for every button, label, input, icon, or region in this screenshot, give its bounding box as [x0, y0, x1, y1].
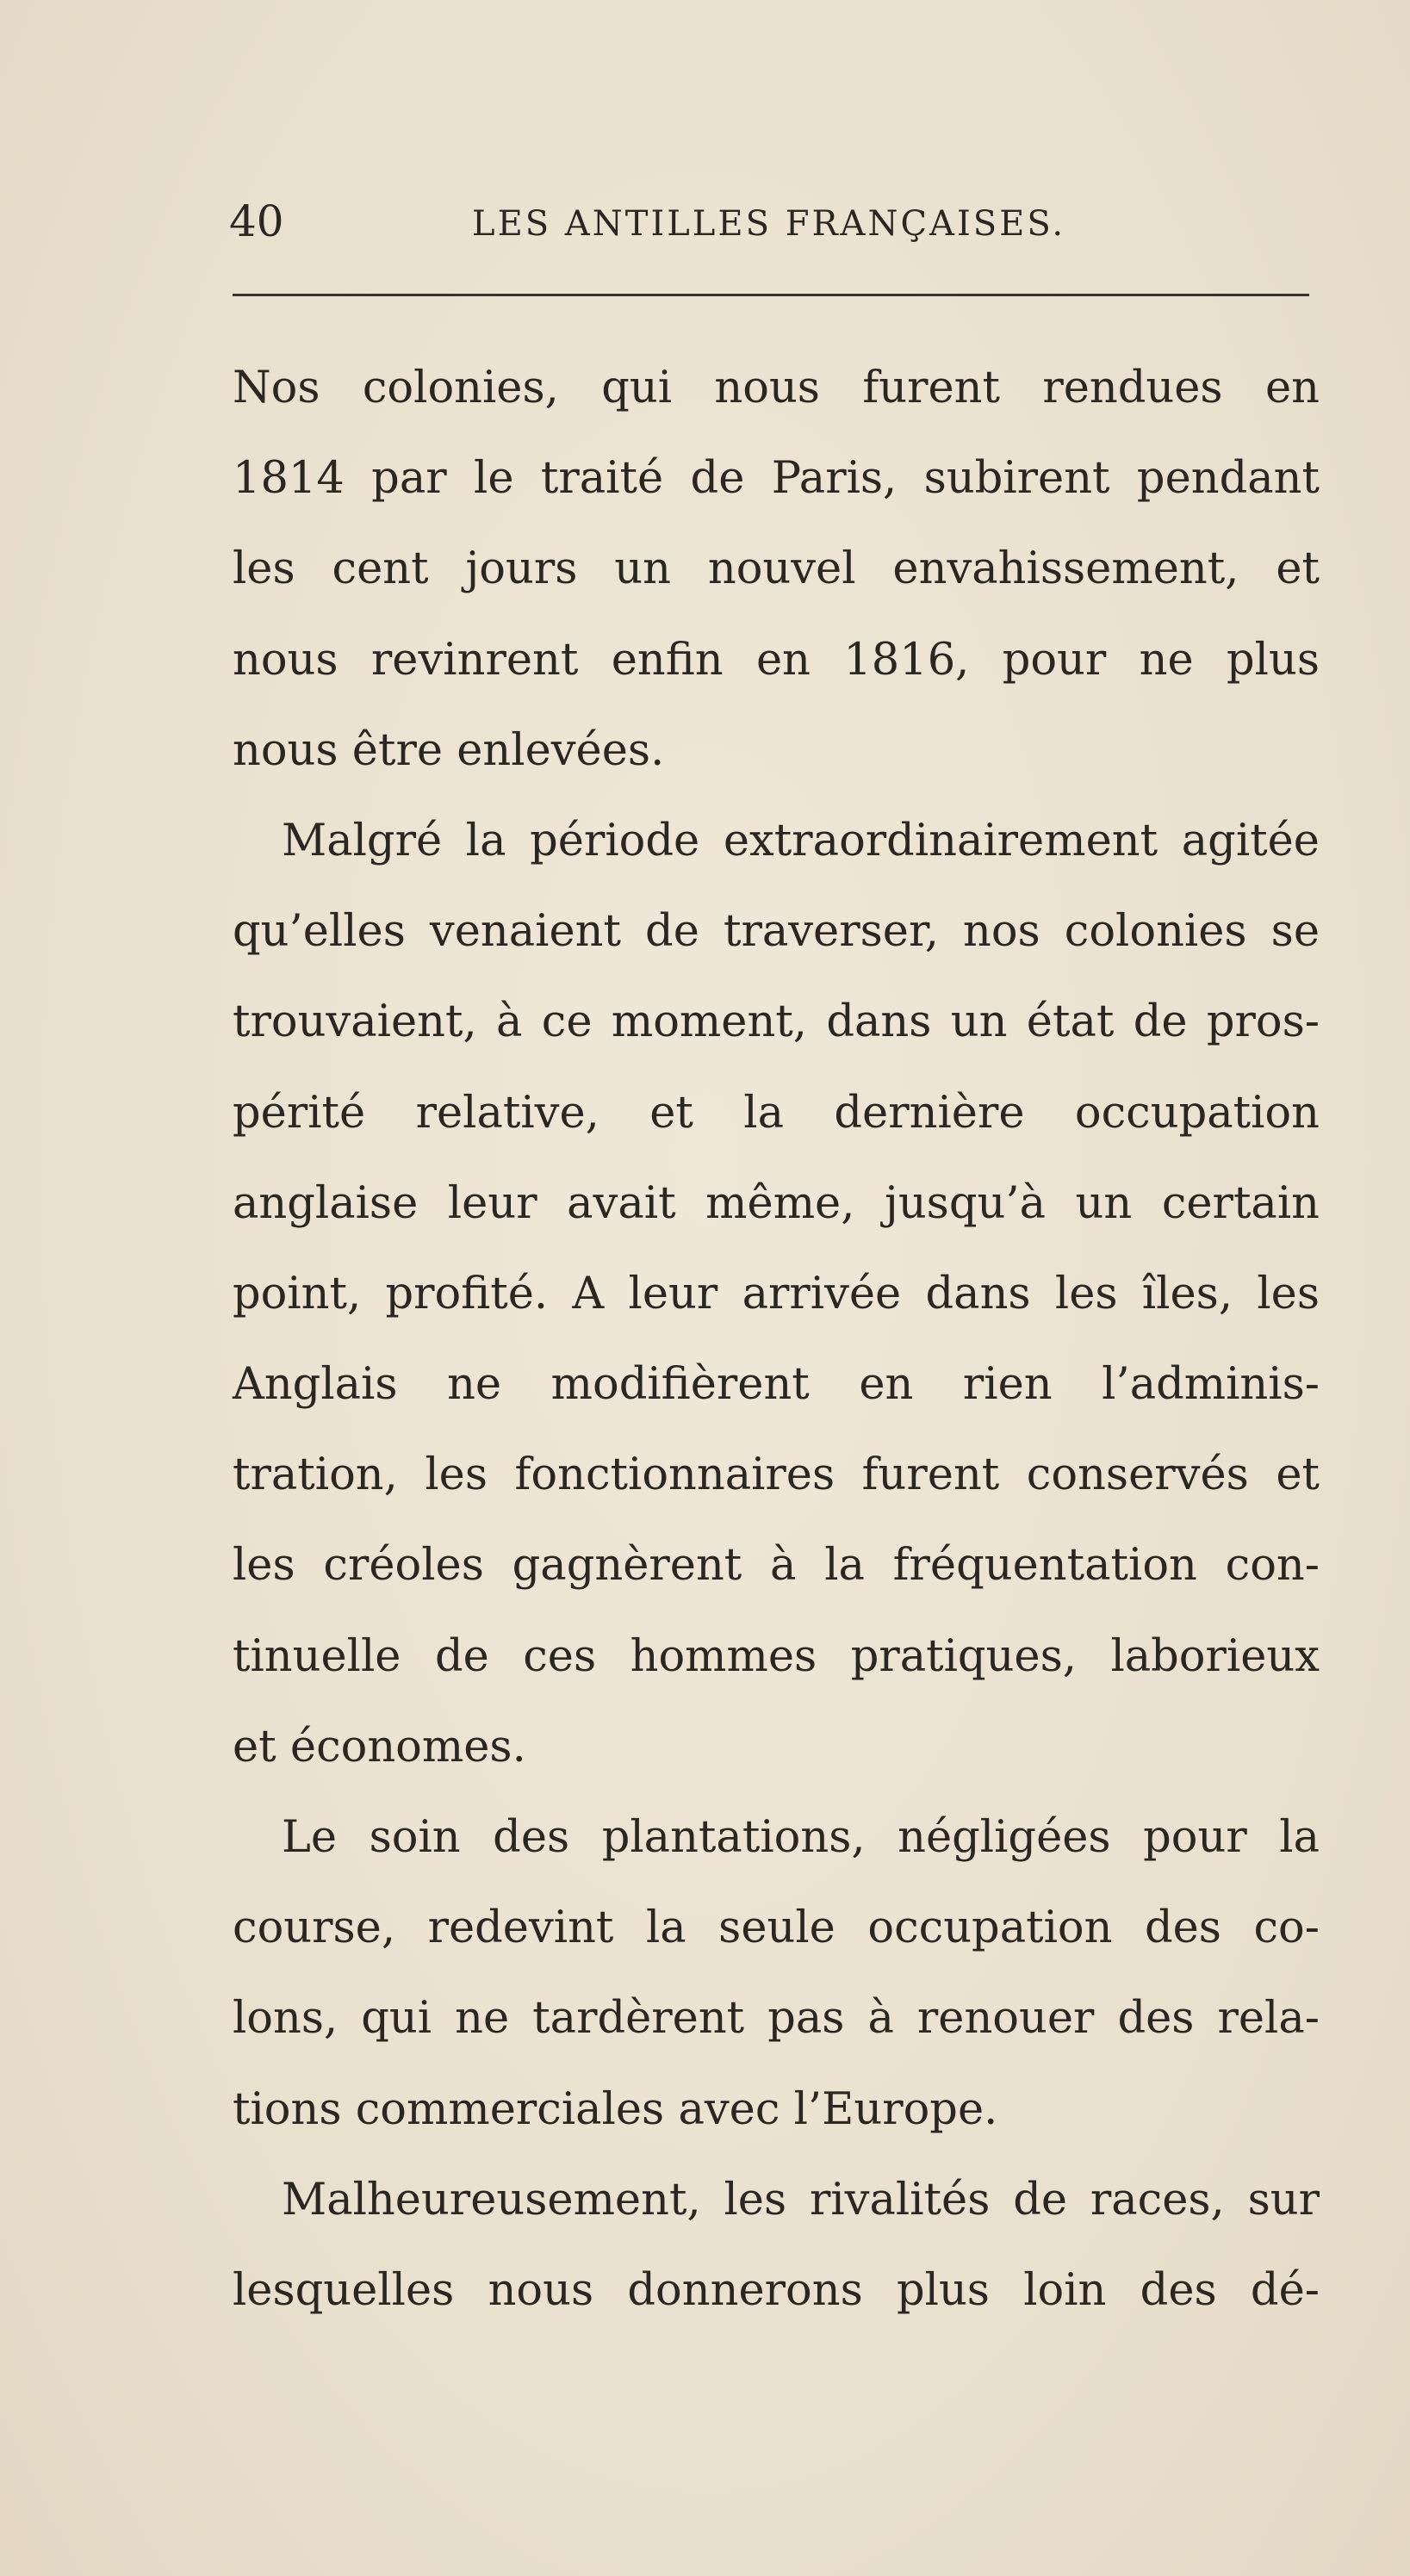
text-line: les créoles gagnèrent à la fréquentation con-	[233, 1540, 1320, 1592]
running-title: LES ANTILLES FRANÇAISES.	[472, 204, 1066, 244]
text-line: nous être enlevées.	[233, 724, 665, 776]
text-line: Malgré la période extraordinairement agitée	[282, 815, 1320, 866]
text-line: trouvaient, à ce moment, dans un état de pros-	[233, 996, 1320, 1048]
header-rule	[233, 294, 1309, 296]
text-line: nous revinrent enfin en 1816, pour ne plus	[233, 634, 1320, 686]
page-number: 40	[229, 196, 284, 246]
text-line: Anglais ne modifièrent en rien l’adminis-	[233, 1359, 1320, 1411]
text-line: Le soin des plantations, négligées pour la	[282, 1812, 1320, 1863]
text-line: anglaise leur avait même, jusqu’à un certain	[233, 1177, 1320, 1229]
text-line: course, redevint la seule occupation des co-	[233, 1903, 1320, 1954]
body-text	[233, 343, 1320, 2336]
text-line: les cent jours un nouvel envahissement, et	[233, 543, 1320, 595]
text-line: Nos colonies, qui nous furent rendues en	[233, 363, 1320, 413]
text-line: point, profité. A leur arrivée dans les îles, les	[233, 1268, 1320, 1319]
text-line: périté relative, et la dernière occupation	[233, 1087, 1320, 1139]
text-line: lesquelles nous donnerons plus loin des dé-	[233, 2264, 1320, 2316]
text-line: Malheureusement, les rivalités de races, sur	[282, 2174, 1320, 2225]
page-header	[229, 191, 1319, 251]
text-line: et économes.	[233, 1721, 526, 1772]
text-line: lons, qui ne tardèrent pas à renouer des rela-	[233, 1993, 1320, 2045]
text-line: tions commerciales avec l’Europe.	[233, 2083, 998, 2135]
text-line: qu’elles venaient de traverser, nos colonies se	[233, 906, 1320, 958]
text-line: tration, les fonctionnaires furent conservés et	[233, 1449, 1320, 1501]
text-line: tinuelle de ces hommes pratiques, laborieux	[233, 1630, 1320, 1682]
text-line: 1814 par le traité de Paris, subirent pendant	[233, 453, 1320, 505]
